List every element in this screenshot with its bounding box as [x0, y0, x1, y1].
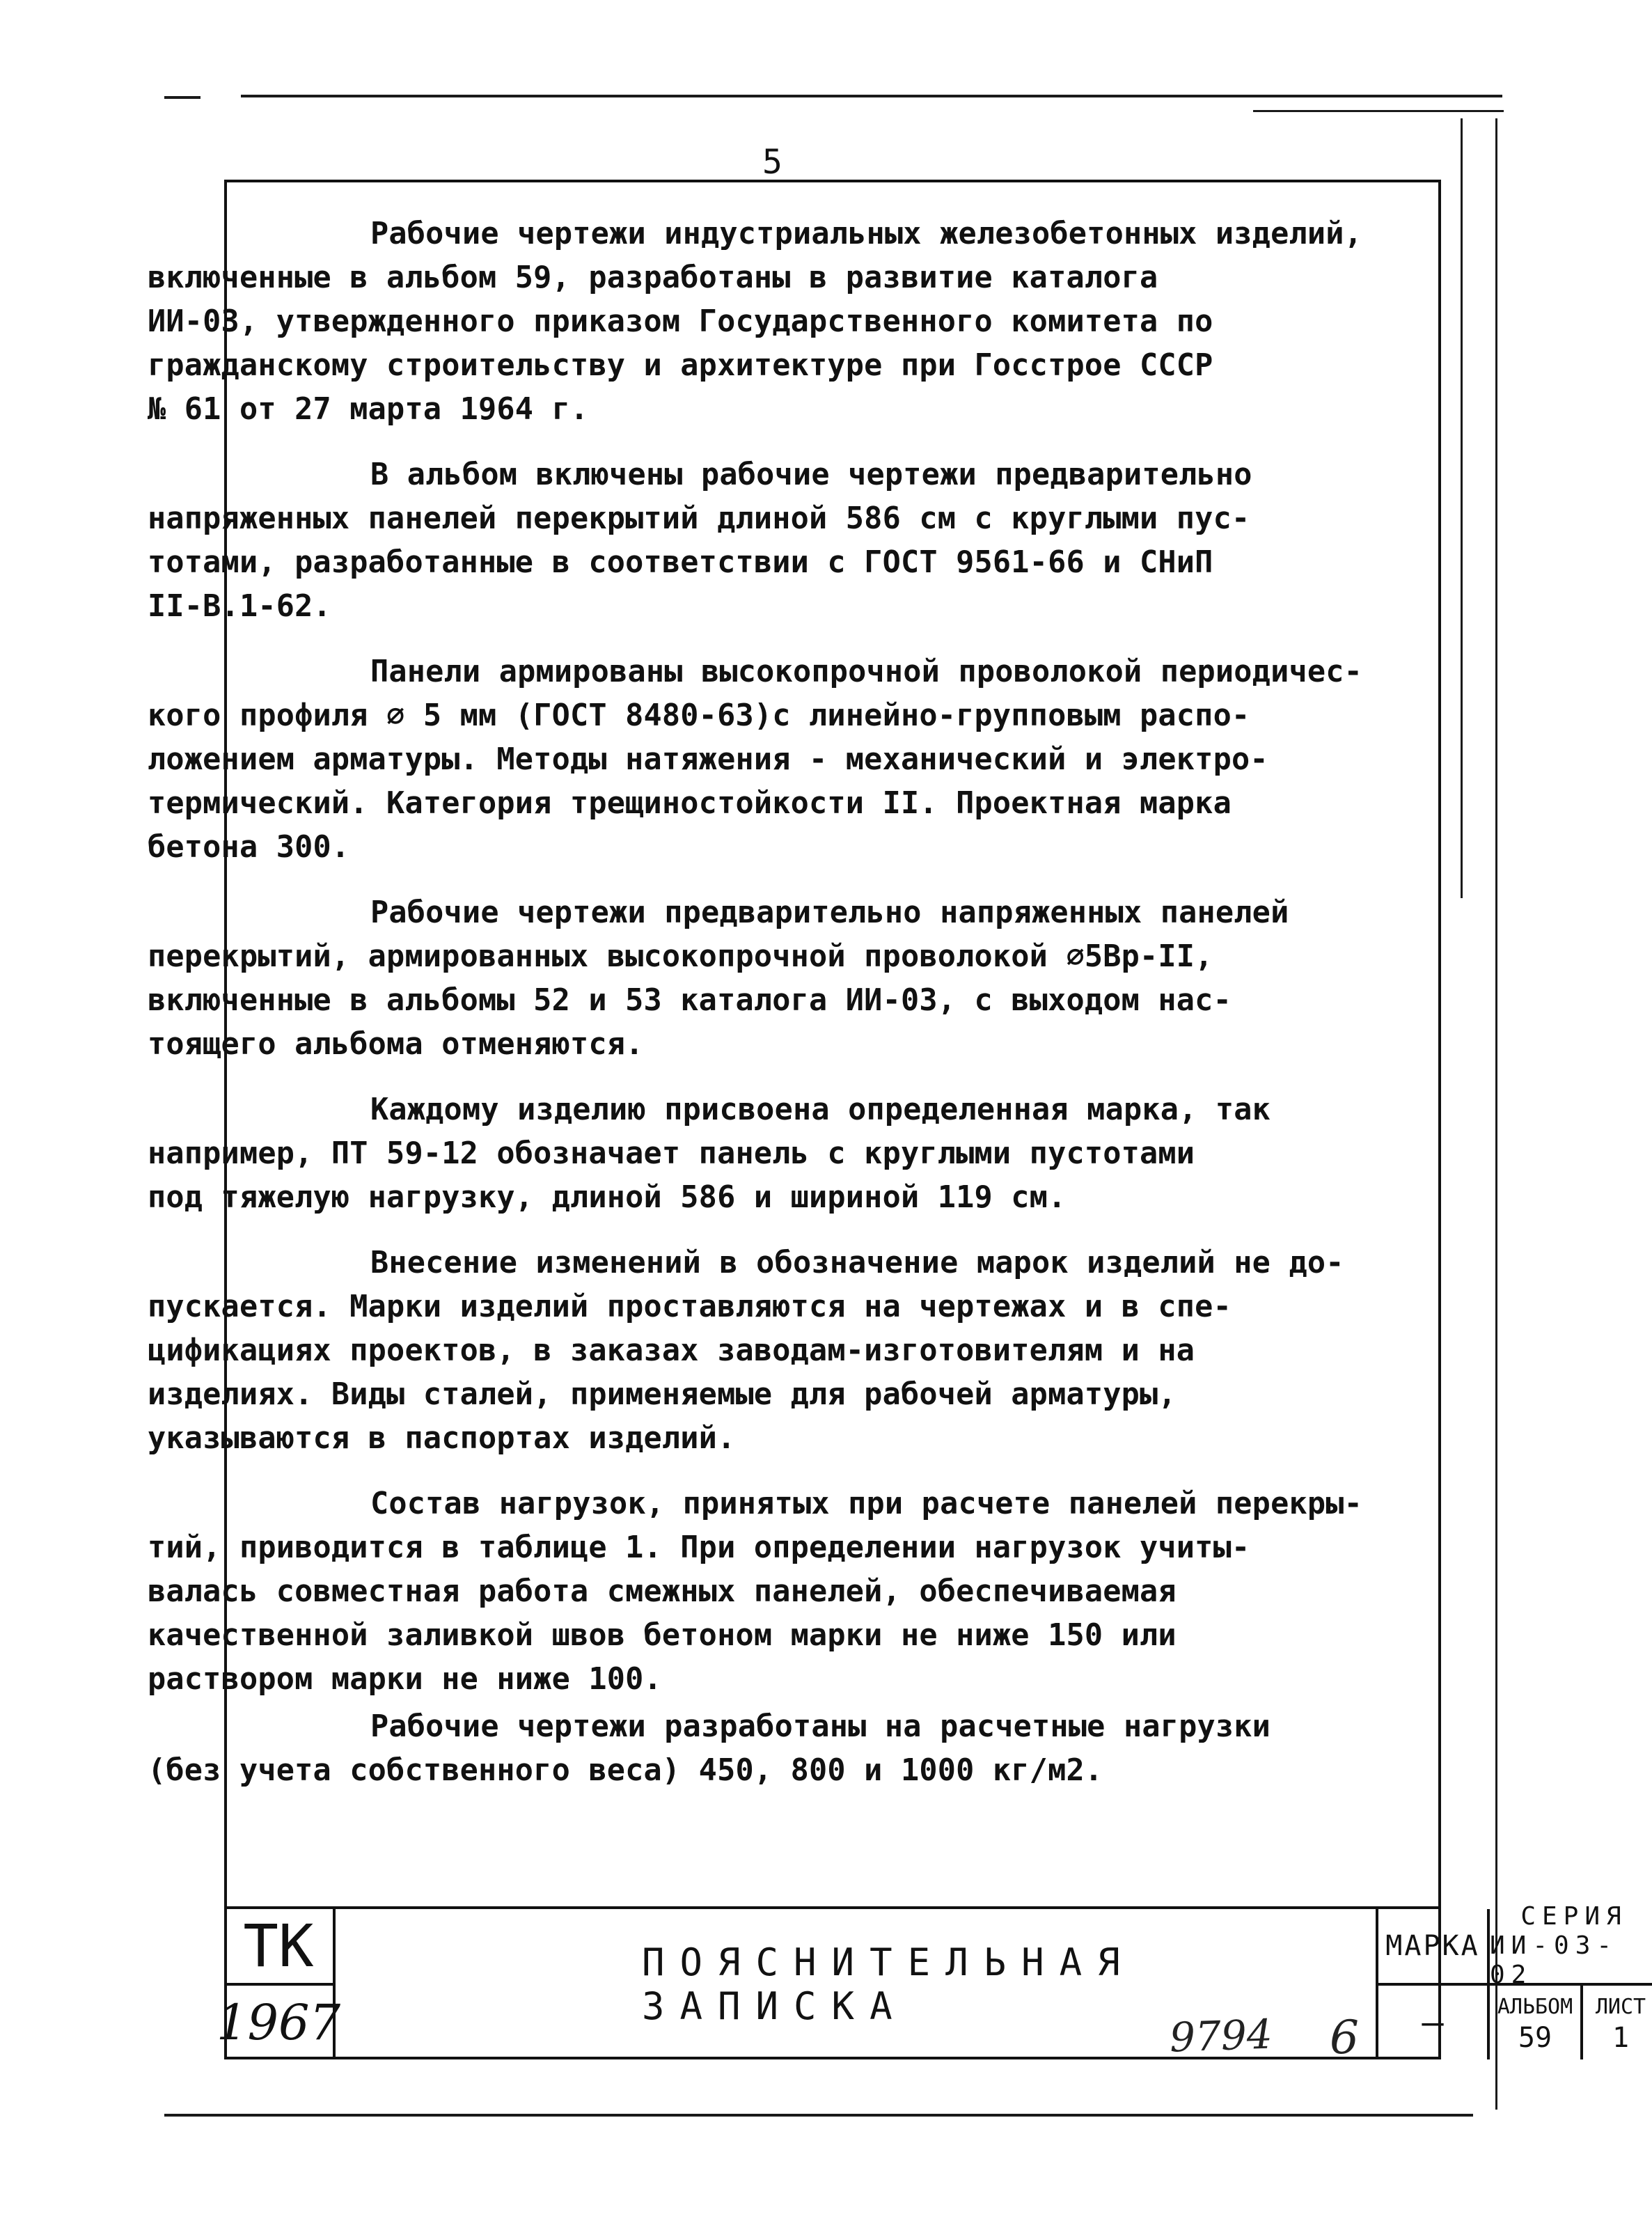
marka-value: — — [1378, 1986, 1490, 2059]
text-line: Состав нагрузок, принятых при расчете панелей перекры- — [370, 1486, 1363, 1521]
text-line: валась совместная работа смежных панелей, обеспечиваемая — [148, 1574, 1177, 1609]
paragraph-5 — [148, 1088, 1401, 1220]
paragraph-3 — [148, 650, 1401, 870]
text-line: В альбом включены рабочие чертежи предварительно — [370, 457, 1252, 492]
paragraph-8 — [148, 1705, 1401, 1793]
text-line: Рабочие чертежи индустриальных железобетонных изделий, — [370, 217, 1363, 251]
text-line: включенные в альбом 59, разработаны в развитие каталога — [148, 260, 1158, 295]
right-edge-line — [1495, 118, 1497, 2110]
text-line: кого профиля ∅ 5 мм (ГОСТ 8480-63)с линейно-групповым распо- — [148, 698, 1250, 733]
sheet-cell — [1583, 1986, 1652, 2059]
paragraph-2 — [148, 453, 1401, 629]
seria-label: СЕРИЯ — [1520, 1902, 1628, 1931]
text-line: термический. Категория трещиностойкости II. Проектная марка — [148, 786, 1232, 821]
text-line: например, ПТ 59-12 обозначает панель с круглыми пустотами — [148, 1136, 1195, 1171]
top-rule — [241, 95, 1502, 97]
text-line: раствором марки не ниже 100. — [148, 1662, 662, 1697]
text-line: напряженных панелей перекрытий длиной 586 см с круглыми пус- — [148, 501, 1250, 536]
text-line: под тяжелую нагрузку, длиной 586 и шириной 119 см. — [148, 1180, 1067, 1215]
paragraph-7 — [148, 1482, 1401, 1702]
page-number: 5 — [762, 143, 782, 182]
text-line: Рабочие чертежи предварительно напряженных панелей — [370, 895, 1289, 930]
text-line: бетона 300. — [148, 830, 350, 865]
org-code: ТК — [224, 1909, 336, 1986]
handwritten-page-number: 6 — [1330, 2011, 1359, 2064]
text-line: гражданскому строительству и архитектуре при Госстрое СССР — [148, 348, 1213, 383]
sheet-value: 1 — [1612, 2022, 1630, 2054]
album-label: АЛЬБОМ — [1497, 1995, 1573, 2019]
paragraph-1 — [148, 212, 1401, 432]
text-line: Панели армированы высокопрочной проволокой периодичес- — [370, 654, 1363, 689]
text-line: ложением арматуры. Методы натяжения - механический и электро- — [148, 742, 1268, 777]
seria-value: ИИ-03-02 — [1490, 1931, 1619, 1989]
marka-label: МАРКА — [1378, 1909, 1490, 1986]
paragraph-4 — [148, 891, 1401, 1067]
text-line: пускается. Марки изделий проставляются на чертежах и в спе- — [148, 1289, 1232, 1324]
year: 1967 — [224, 1986, 336, 2059]
text-line: II-В.1-62. — [148, 589, 331, 624]
top-rule-left — [164, 96, 200, 99]
text-line: качественной заливкой швов бетоном марки не ниже 150 или — [148, 1618, 1177, 1653]
bottom-rule — [164, 2114, 1473, 2117]
text-line: цификациях проектов, в заказах заводам-изготовителям и на — [148, 1333, 1195, 1368]
text-line: включенные в альбомы 52 и 53 каталога ИИ-03, с выходом нас- — [148, 983, 1232, 1018]
text-line: тий, приводится в таблице 1. При определении нагрузок учиты- — [148, 1530, 1250, 1565]
text-line: изделиях. Виды сталей, применяемые для рабочей арматуры, — [148, 1377, 1177, 1412]
document-title: ПОЯСНИТЕЛЬНАЯ ЗАПИСКА — [336, 1909, 1378, 2059]
top-rule-right — [1253, 110, 1504, 112]
explanatory-note-body — [148, 212, 1401, 1814]
text-line: ИИ-03, утвержденного приказом Государственного комитета по — [148, 304, 1213, 339]
text-line: тоящего альбома отменяются. — [148, 1027, 644, 1062]
inventory-number: 9794 — [1168, 2010, 1273, 2062]
text-line: Внесение изменений в обозначение марок изделий не до- — [370, 1246, 1344, 1280]
album-value: 59 — [1518, 2022, 1552, 2054]
text-line: тотами, разработанные в соответствии с ГОСТ 9561-66 и СНиП — [148, 545, 1213, 580]
seria-cell — [1490, 1902, 1652, 1989]
text-line: Рабочие чертежи разработаны на расчетные нагрузки — [370, 1709, 1271, 1744]
text-line: Каждому изделию присвоена определенная марка, так — [370, 1092, 1271, 1127]
album-cell — [1490, 1986, 1583, 2059]
sheet-label: ЛИСТ — [1595, 1995, 1646, 2019]
text-line: № 61 от 27 марта 1964 г. — [148, 392, 589, 427]
paragraph-6 — [148, 1241, 1401, 1461]
text-line: указываются в паспортах изделий. — [148, 1421, 736, 1456]
text-line: перекрытий, армированных высокопрочной проволокой ∅5Вр-II, — [148, 939, 1213, 974]
text-line: (без учета собственного веса) 450, 800 и 1000 кг/м2. — [148, 1753, 1103, 1788]
right-margin-line — [1461, 118, 1463, 898]
